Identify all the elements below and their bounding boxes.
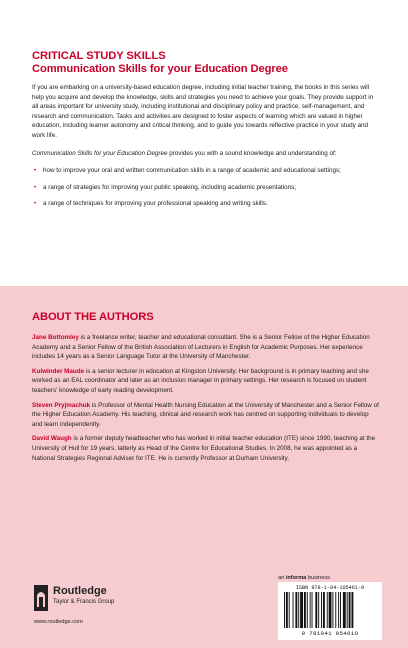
- author-bio: [32, 333, 380, 362]
- barcode-bar: [286, 592, 288, 628]
- routledge-tower-icon: [34, 585, 48, 611]
- publisher-wordmark: [53, 585, 114, 606]
- barcode-bar: [293, 592, 294, 628]
- barcode-bar: [321, 592, 322, 628]
- barcode-bar: [307, 592, 308, 628]
- author-bio-text: is a senior lecturer in education at Kingston University. Her background is in primary teaching and she worked as an EAL coordinator and later as an inclusion manager in primary settings. Her research is focused on student teachers’ knowledge of early reading development.: [32, 367, 369, 394]
- author-name: Kulwinder Maude: [32, 367, 85, 375]
- description-section: [0, 0, 408, 286]
- author-bio-text: is Professor of Mental Health Nursing Education at the University of Manchester and a Senior Fellow of the Higher Education Academy. His teaching, clinical and research work has centred on supporting individuals to develop and learn independently.: [32, 401, 379, 428]
- informa-suffix: business: [306, 575, 330, 581]
- barcode-bar: [289, 592, 290, 628]
- author-bios: [32, 333, 380, 468]
- barcode-bar: [340, 592, 341, 628]
- author-bio-text: is a freelance writer, teacher and educational consultant. She is a Senior Fellow of the Higher Education Academy and a Senior Fellow of the British Association of Lecturers in English for Academic Purposes. Her experience includes 14 years as a Senior Language Tutor at the University of Manchester.: [32, 334, 370, 361]
- list-item: [32, 199, 380, 209]
- list-item-text: a range of strategies for improving your public speaking, including academic presentations;: [43, 183, 297, 191]
- list-item-text: a range of techniques for improving your professional speaking and writing skills.: [43, 200, 268, 208]
- publisher-url: www.routledge.com: [34, 619, 83, 625]
- isbn-text: ISBN 978-1-04-105461-0: [295, 585, 365, 591]
- barcode-bar: [349, 592, 351, 628]
- publisher-name: Routledge: [53, 585, 107, 597]
- bullet-icon: •: [34, 167, 37, 175]
- about-heading: ABOUT THE AUTHORS: [32, 311, 154, 323]
- informa-tagline: [278, 575, 330, 581]
- barcode-bar: [343, 592, 346, 628]
- author-name: Steven Pryjmachuk: [32, 401, 91, 409]
- barcode-bar: [327, 592, 328, 628]
- intro-paragraph-2: [32, 149, 380, 159]
- barcode-bar: [335, 592, 336, 628]
- book-title-italic: Communication Skills for your Education Degree: [32, 149, 168, 157]
- publisher-logo: [34, 585, 194, 625]
- informa-brand: informa: [285, 575, 307, 581]
- barcode-bar: [312, 592, 313, 628]
- barcode-bar: [332, 592, 333, 628]
- publisher-group: Taylor & Francis Group: [53, 599, 115, 605]
- barcode-bar: [315, 592, 317, 628]
- barcode-bar: [338, 592, 339, 628]
- bullet-icon: •: [34, 183, 37, 191]
- barcode-bar: [323, 592, 325, 628]
- barcode-bar: [298, 592, 299, 628]
- isbn-barcode: [278, 582, 382, 640]
- bullet-icon: •: [34, 200, 37, 208]
- barcode-bar: [310, 592, 311, 628]
- barcode-bar: [318, 592, 319, 628]
- list-item: [32, 166, 380, 176]
- series-title: [32, 50, 382, 76]
- barcode-bar: [329, 592, 332, 628]
- barcode-number: 9 781041 054610: [301, 630, 359, 637]
- benefit-list: [32, 166, 380, 209]
- intro-paragraph: If you are embarking on a university-based education degree, including initial teacher training, the books in this series will help you acquire and develop the knowledge, skills and strategies you need to achieve your goals. They provide support in all areas important for university study, including institutional and disciplinary policy and practice, self-management, and research and communication. Tasks and activities are designed to foster aspects of learning which are valued in higher education, including learner autonomy and critical thinking, and to guide you towards reflective practice in your study and work life.: [32, 84, 374, 139]
- list-item: [32, 183, 380, 193]
- intro-text: [32, 83, 380, 216]
- author-name: Jane Bottomley: [32, 334, 79, 341]
- barcode-bars: [284, 592, 376, 630]
- informa-prefix: an: [278, 575, 286, 581]
- intro-paragraph-2-rest: provides you with a sound knowledge and understanding of:: [167, 149, 337, 157]
- authors-section: [0, 286, 408, 648]
- barcode-bar: [295, 592, 297, 628]
- author-bio: [32, 434, 380, 463]
- book-title: Communication Skills for your Education Degree: [32, 63, 288, 75]
- barcode-bar: [304, 592, 306, 628]
- author-bio: [32, 367, 380, 396]
- list-item-text: how to improve your oral and written communication skills in a range of academic and educational settings;: [43, 167, 341, 175]
- author-name: David Waugh: [32, 435, 72, 443]
- series-name: CRITICAL STUDY SKILLS: [32, 50, 166, 62]
- barcode-bar: [300, 592, 303, 628]
- author-bio-text: is a former deputy headteacher who has worked in initial teacher education (ITE) since 1990, teaching at the University of Hull for 19 years, latterly as Head of the Centre for Educational Studies. In 2008, he was appointed as a National Strategies Regional Adviser for ITE. He is currently Professor at Durham University.: [32, 435, 376, 462]
- barcode-bar: [351, 592, 353, 628]
- barcode-bar: [284, 592, 285, 628]
- barcode-bar: [347, 592, 348, 628]
- author-bio: [32, 401, 380, 430]
